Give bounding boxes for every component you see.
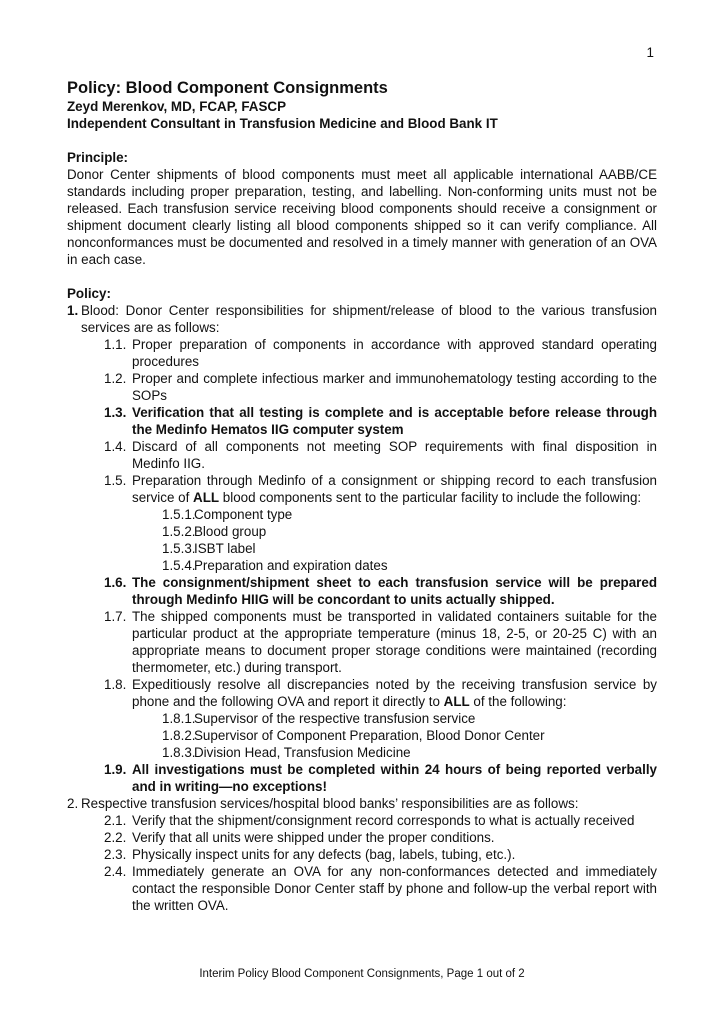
subitem-number: 2.1. bbox=[104, 813, 127, 828]
policy-subsubitems bbox=[132, 710, 657, 761]
policy-subitems bbox=[81, 336, 657, 795]
principle-text: Donor Center shipments of blood components must meet all applicable international AABB/CE standards including proper preparation, testing, and labelling. Non-conforming units must not be released. Each transfusion service receiving blood components should receive a consignment or shipment document clearly listing all blood components shipped so it can verify compliance. All nonconformances must be documented and resolved in a timely manner with generation of an OVA in each case. bbox=[67, 167, 657, 267]
subsubitem-text: Supervisor of the respective transfusion service bbox=[194, 711, 476, 726]
subitem-number: 1.1. bbox=[104, 337, 127, 352]
policy-item-number: 2. bbox=[67, 796, 79, 811]
subitem-text: Verification that all testing is complete and is acceptable before release through the Medinfo Hematos IIG computer system bbox=[132, 405, 657, 437]
subitem-number: 1.9. bbox=[104, 762, 127, 777]
subsubitem-text: ISBT label bbox=[194, 541, 256, 556]
subitem-text: Expeditiously resolve all discrepancies noted by the receiving transfusion service by phone and the following OVA and report it directly to bbox=[132, 677, 657, 709]
subitem-text: Proper and complete infectious marker and immunohematology testing according to the SOPs bbox=[132, 371, 657, 403]
subsubitem-number: 1.5.1. bbox=[162, 507, 196, 522]
policy-subitem bbox=[81, 438, 657, 472]
subitem-text: of the following: bbox=[469, 694, 567, 709]
author-name: Zeyd Merenkov, MD, FCAP, FASCP bbox=[67, 99, 287, 114]
subsubitem-text: Preparation and expiration dates bbox=[194, 558, 388, 573]
subsubitem-number: 1.8.3. bbox=[162, 745, 196, 760]
page-footer: Interim Policy Blood Component Consignments, Page 1 out of 2 bbox=[199, 968, 525, 980]
policy-subitem bbox=[81, 846, 657, 863]
subsubitem-text: Component type bbox=[194, 507, 293, 522]
policy-list bbox=[67, 302, 657, 914]
subitem-number: 2.4. bbox=[104, 864, 127, 879]
principle-heading: Principle: bbox=[67, 150, 129, 165]
subsubitem-text: Supervisor of Component Preparation, Blood Donor Center bbox=[194, 728, 545, 743]
subitem-text: Preparation through Medinfo of a consignment or shipping record to each transfusion service of bbox=[132, 473, 657, 505]
subitem-number: 1.3. bbox=[104, 405, 127, 420]
policy-item-1 bbox=[67, 302, 657, 795]
policy-subitem bbox=[81, 761, 657, 795]
subitem-text: Verify that the shipment/consignment record corresponds to what is actually received bbox=[132, 813, 635, 828]
subitem-text: The shipped components must be transported in validated containers suitable for the particular product at the appropriate temperature (minus 18, 2-5, or 20-25 C) with an appropriate means to document proper storage conditions were maintained (recording thermometer, etc.) during transport. bbox=[132, 609, 657, 675]
subitem-number: 2.2. bbox=[104, 830, 127, 845]
subsubitem-number: 1.5.2. bbox=[162, 524, 196, 539]
policy-subsubitem bbox=[132, 557, 657, 574]
subitem-number: 2.3. bbox=[104, 847, 127, 862]
policy-subitem bbox=[81, 336, 657, 370]
subitem-text: blood components sent to the particular facility to include the following: bbox=[219, 490, 642, 505]
policy-subitem bbox=[81, 472, 657, 574]
policy-subsubitem bbox=[132, 727, 657, 744]
policy-subitem bbox=[81, 574, 657, 608]
subsubitem-number: 1.8.1. bbox=[162, 711, 196, 726]
subsubitem-number: 1.5.3. bbox=[162, 541, 196, 556]
policy-subitems bbox=[81, 812, 657, 914]
policy-item-2 bbox=[67, 795, 657, 914]
subitem-text: Physically inspect units for any defects (bag, labels, tubing, etc.). bbox=[132, 847, 516, 862]
policy-item-number: 1. bbox=[67, 303, 79, 318]
subitem-text: Proper preparation of components in accordance with approved standard operating procedures bbox=[132, 337, 657, 369]
page-number: 1 bbox=[646, 45, 654, 60]
subsubitem-text: Blood group bbox=[194, 524, 267, 539]
subsubitem-number: 1.8.2. bbox=[162, 728, 196, 743]
policy-subsubitem bbox=[132, 540, 657, 557]
emphasis-text: ALL bbox=[443, 694, 470, 709]
subitem-number: 1.4. bbox=[104, 439, 127, 454]
document-title: Policy: Blood Component Consignments bbox=[67, 79, 388, 97]
policy-subsubitem bbox=[132, 710, 657, 727]
subsubitem-text: Division Head, Transfusion Medicine bbox=[194, 745, 411, 760]
policy-subsubitem bbox=[132, 506, 657, 523]
policy-subitem bbox=[81, 370, 657, 404]
document-body bbox=[67, 79, 657, 914]
policy-heading: Policy: bbox=[67, 286, 111, 301]
policy-subitem bbox=[81, 812, 657, 829]
policy-subitem bbox=[81, 863, 657, 914]
subitem-text: Verify that all units were shipped under the proper conditions. bbox=[132, 830, 495, 845]
policy-subsubitem bbox=[132, 744, 657, 761]
policy-subitem bbox=[81, 404, 657, 438]
policy-item-text: Blood: Donor Center responsibilities for shipment/release of blood to the various transfusion services are as follows: bbox=[81, 303, 657, 335]
subitem-text: Discard of all components not meeting SOP requirements with final disposition in Medinfo IIG. bbox=[132, 439, 657, 471]
subitem-text: The consignment/shipment sheet to each transfusion service will be prepared through Medinfo HIIG will be concordant to units actually shipped. bbox=[132, 575, 657, 607]
subitem-text: Immediately generate an OVA for any non-conformances detected and immediately contact the responsible Donor Center staff by phone and follow-up the verbal report with the written OVA. bbox=[132, 864, 657, 913]
policy-subsubitems bbox=[132, 506, 657, 574]
subitem-text: All investigations must be completed within 24 hours of being reported verbally and in writing—no exceptions! bbox=[132, 762, 657, 794]
subsubitem-number: 1.5.4. bbox=[162, 558, 196, 573]
policy-subsubitem bbox=[132, 523, 657, 540]
subitem-number: 1.2. bbox=[104, 371, 127, 386]
author-affiliation: Independent Consultant in Transfusion Medicine and Blood Bank IT bbox=[67, 116, 498, 131]
policy-subitem bbox=[81, 608, 657, 676]
emphasis-text: ALL bbox=[193, 490, 220, 505]
policy-subitem bbox=[81, 676, 657, 761]
subitem-number: 1.5. bbox=[104, 473, 127, 488]
subitem-number: 1.8. bbox=[104, 677, 127, 692]
subitem-number: 1.7. bbox=[104, 609, 127, 624]
policy-subitem bbox=[81, 829, 657, 846]
subitem-number: 1.6. bbox=[104, 575, 127, 590]
policy-item-text: Respective transfusion services/hospital blood banks’ responsibilities are as follows: bbox=[81, 796, 579, 811]
